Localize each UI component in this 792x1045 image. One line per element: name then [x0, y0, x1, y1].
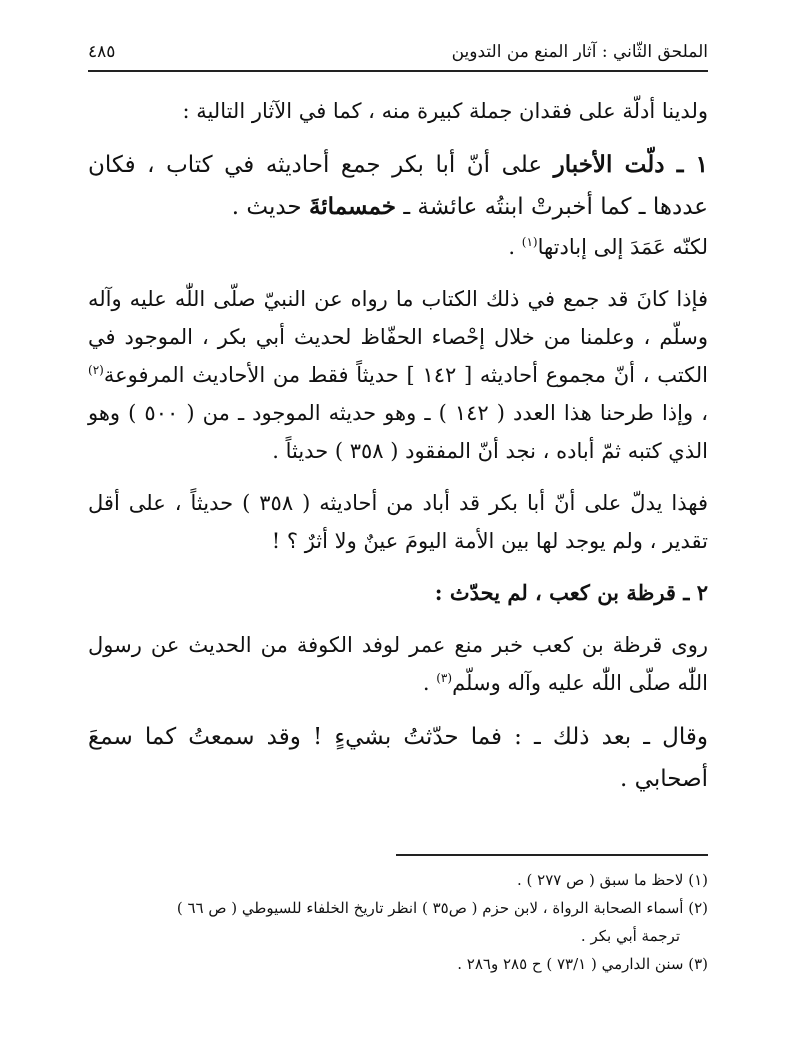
paragraph-3: فهذا يدلّ على أنّ أبا بكر قد أباد من أحاديثه ( ٣٥٨ ) حديثاً ، على أقل تقدير ، ولم يوجد لها بين الأمة اليومَ عينٌ ولا أثرٌ ؟ !: [88, 491, 708, 553]
item-1-continuation: لكنّه عَمَدَ إلى إبادتها$^{(١)}$ .: [508, 235, 708, 259]
footnote-divider: [396, 854, 708, 856]
page-number: ٤٨٥: [88, 42, 116, 62]
running-title: الملحق الثّاني : آثار المنع من التدوين: [451, 42, 708, 62]
page-header: [88, 28, 708, 62]
footnotes: [88, 866, 708, 978]
item-1-heading: ١ ـ دلّت الأخبار: [553, 151, 709, 178]
footnote-1: (١) لاحظ ما سبق ( ص ٢٧٧ ) .: [517, 871, 708, 889]
footnote-ref-3: (٣): [436, 671, 453, 685]
footnote-ref-1: (١): [521, 235, 538, 249]
intro-paragraph: ولدينا أدلّة على فقدان جملة كبيرة منه ، كما في الآثار التالية :: [182, 99, 708, 123]
footnote-ref-2: (٢): [88, 363, 104, 377]
header-divider: [88, 70, 708, 72]
item-2-heading: ٢ ـ قرظة بن كعب ، لم يحدّث :: [434, 580, 708, 605]
item-1-paragraph: ١ ـ دلّت الأخبار على أنّ أبا بكر جمع أحاديثه في كتاب ، فكان عددها ـ كما أخبرتْ ابنتُه عائشة ـ خمسمائةَ حديث .: [88, 151, 709, 220]
footnote-2-continuation: ترجمة أبي بكر .: [580, 927, 680, 945]
footnote-2: (٢) أسماء الصحابة الرواة ، لابن حزم ( ص٣٥ ) انظر تاريخ الخلفاء للسيوطي ( ص ٦٦ ): [176, 899, 708, 917]
footnote-3: (٣) سنن الدارمي ( ٧٣/١ ) ح ٢٨٥ و٢٨٦ .: [457, 955, 708, 973]
paragraph-2: فإذا كانَ قد جمع في ذلك الكتاب ما رواه عن النبيّ صلّى اللّٰه عليه وآله وسلّم ، وعلمنا من خلال إحْصاء الحفّاظ لحديث أبي بكر ، الموجود في الكتب ، أنّ مجموع أحاديثه [ ١٤٢ ] حديثاً فقط من الأحاديث المرفوعة$^{(٢)}$ ، وإذا طرحنا هذا العدد ( ١٤٢ ) ـ وهو حديثه الموجود ـ من ( ٥٠٠ ) وهو الذي كتبه ثمّ أباده ، نجد أنّ المفقود ( ٣٥٨ ) حديثاً .: [88, 287, 708, 463]
paragraph-4: روى قرظة بن كعب خبر منع عمر لوفد الكوفة من الحديث عن رسول اللّٰه صلّى اللّٰه عليه وآله وسلّم$^{(٣)}$ .: [88, 633, 708, 695]
bold-number: خمسمائةَ: [308, 193, 397, 220]
paragraph-5: وقال ـ بعد ذلك ـ : فما حدّثتُ بشيءٍ ! وقد سمعتُ كما سمعَ أصحابي .: [88, 724, 708, 792]
page-body: [88, 92, 708, 800]
